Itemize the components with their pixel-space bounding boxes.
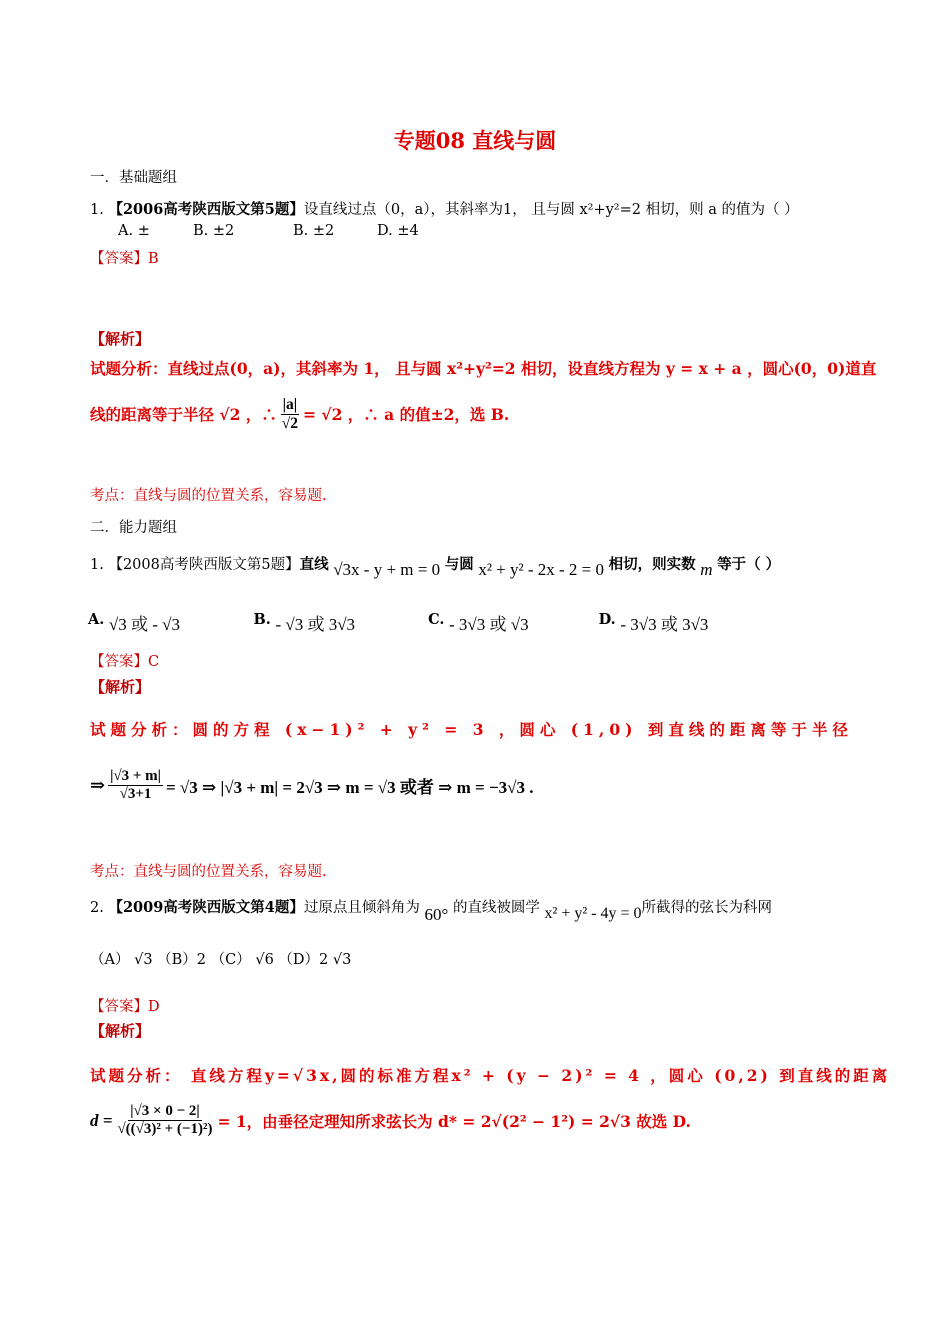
fraction-denominator: √((√3)² + (−1)²) [117,1121,213,1138]
analysis-text: = 1，由垂径定理知所求弦长为 d* = 2√(2² − 1²) = 2√3 故选 D. [217,1111,691,1131]
option-c-label: C. [428,611,445,628]
option-a: √3 或 - √3 [108,615,180,634]
question-1-options [118,223,419,239]
question-source: 【2006高考陕西版文第5题】 [108,201,304,218]
kaodian-note: 考点：直线与圆的位置关系，容易题. [90,488,327,504]
analysis-text: 线的距离等于半径 √2 ，∴ [90,405,277,425]
analysis-line: 试题分析：直线过点(0，a)，其斜率为 1， 且与圆 x²+y²=2 相切，设直线方程为 y = x + a ，圆心(0，0)道直 [90,359,877,378]
question-number: 1. [90,557,104,573]
question-text: 的直线被圆学 [452,900,540,916]
question-source: 【2008高考陕西版文第5题】 [108,557,300,573]
question-text: 相切，则实数 [608,556,696,573]
fraction [115,1103,214,1139]
option-a: A. ± [118,223,150,239]
equation: √3x - y + m = 0 [333,560,441,579]
option-b2: B. ±2 [293,223,335,239]
option-b-label: B. [253,611,271,628]
fraction [280,396,300,433]
page-title: 专题08 直线与圆 [393,128,557,153]
angle: 60° [424,905,449,924]
fraction-denominator: √2 [281,414,299,432]
question-text: 过原点且倾斜角为 [303,900,420,916]
analysis-text: = √3 ⇒ |√3 + m| = 2√3 ⇒ m = √3 或者 ⇒ m = −3√3 . [165,778,534,798]
option-d: - 3√3 或 3√3 [620,615,709,634]
section-ability-heading: 二．能力题组 [90,520,177,536]
option-b: B. ±2 [193,223,235,239]
question-number: 2. [90,900,104,916]
question-2 [90,553,781,579]
section-basic-heading: 一．基础题组 [90,170,177,186]
question-3-options: （A） √3 （B）2 （C） √6 （D）2 √3 [90,952,352,968]
fraction-denominator: √3+1 [119,786,152,803]
question-text: 所截得的弦长为科网 [641,900,773,916]
fraction-numerator: |a| [282,396,298,413]
question-text: 直线 [299,556,329,573]
analysis-label: 【解析】 [90,678,151,696]
question-text: 设直线过点（0，a），其斜率为1， 且与圆 x²+y²=2 相切，则 a 的值为（ ） [303,202,799,218]
answer-label: 【答案】B [90,251,159,267]
analysis-label: 【解析】 [90,1022,151,1040]
question-text: 等于（ ） [717,556,781,573]
analysis-line [90,1103,691,1139]
option-d-label: D. [598,611,616,628]
option-b: - √3 或 3√3 [275,615,356,634]
question-source: 【2009高考陕西版文第4题】 [108,899,304,916]
analysis-line [90,396,509,433]
analysis-text: = √2 ，∴ a 的值±2，选 B. [303,405,510,425]
analysis-label: 【解析】 [90,330,151,348]
option-c: - 3√3 或 √3 [449,615,529,634]
equation: x² + y² - 2x - 2 = 0 [478,560,605,579]
answer-label: 【答案】C [90,654,160,670]
equation: x² + y² - 4y = 0 [544,905,642,922]
question-3 [90,896,773,924]
option-a-label: A. [88,611,105,628]
analysis-line: 试题分析：圆的方程 (x−1)² + y² = 3 ，圆心 (1,0) 到直线的距离等于半径 [90,720,853,739]
fraction [108,768,163,804]
implies-arrow: ⇒ [90,775,106,796]
fraction-numerator: |√3 + m| [108,768,163,786]
question-1 [90,198,799,219]
answer-label: 【答案】D [90,999,160,1015]
analysis-line [90,768,533,804]
question-2-options [88,604,709,634]
option-d: D. ±4 [377,223,419,239]
analysis-line: 试题分析： 直线方程y=√3x,圆的标准方程x² + (y − 2)² = 4 ，圆心 (0,2) 到直线的距离 [90,1066,891,1085]
question-number: 1. [90,202,104,218]
question-text: 与圆 [444,556,474,573]
variable: m [700,560,713,579]
fraction-numerator: |√3 × 0 − 2| [128,1103,201,1121]
variable: d = [90,1110,113,1130]
kaodian-note: 考点：直线与圆的位置关系，容易题. [90,864,327,880]
